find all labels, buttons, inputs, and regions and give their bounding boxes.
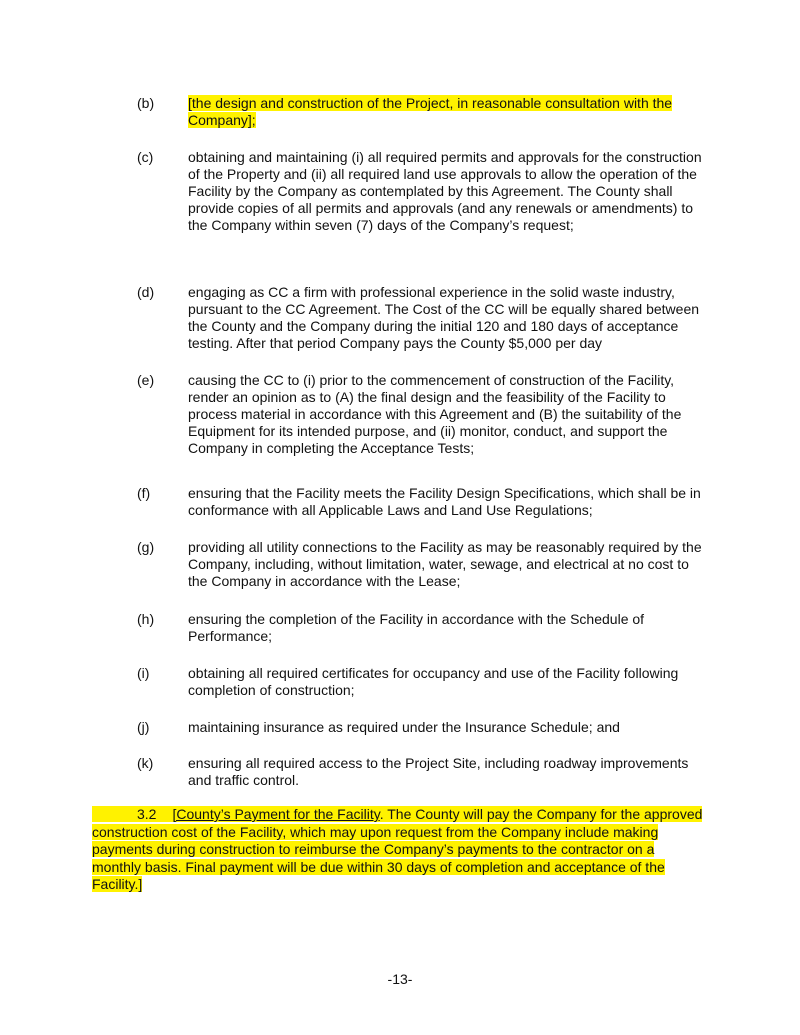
item-label: (h) [137,611,155,627]
item-text: providing all utility connections to the Facility as may be reasonably required by the Company, including, without limitation, water, sewage, and electrical at no cost to the Company in accordance with the Lease; [188,539,702,589]
item-label: (d) [137,284,155,300]
section-number: 3.2 [137,806,157,822]
section-highlight [92,806,702,892]
section-text: . The County will pay the Company for the approved construction cost of the Facility, which may upon request from the Company include making payments during construction to reimburse the Company’s payments to the contractor on a monthly basis. Final payment will be due within 30 days of completion and acceptance of the Facility.] [92,806,703,893]
section-3-2 [92,806,704,894]
item-text: engaging as CC a firm with professional experience in the solid waste industry, pursuant to the CC Agreement. The Cost of the CC will be equally shared between the County and the Company during the initial 120 and 180 days of acceptance testing. After that period Company pays the County $5,000 per day [188,284,700,351]
item-text: ensuring the completion of the Facility in accordance with the Schedule of Performance; [188,611,645,644]
item-text [188,95,708,129]
item-label: (i) [137,665,150,681]
item-text: obtaining and maintaining (i) all required permits and approvals for the construction of the Property and (ii) all required land use approvals to allow the operation of the Facility by the Company as contemplated by this Agreement. The County shall provide copies of all permits and approvals (and any renewals or amendments) to the Company within seven (7) days of the Company’s request; [188,149,702,233]
item-text: causing the CC to (i) prior to the commencement of construction of the Facility, render an opinion as to (A) the final design and the feasibility of the Facility to process material in accordance with this Agreement and (B) the suitability of the Equipment for its intended purpose, and (ii) monitor, conduct, and support the Company in completing the Acceptance Tests; [188,372,682,456]
item-text: maintaining insurance as required under the Insurance Schedule; and [188,719,620,735]
highlighted-text: [the design and construction of the Project, in reasonable consultation with the Company]; [188,95,673,128]
page-number: -13- [387,971,413,987]
item-label: (j) [137,719,150,735]
item-label: (e) [137,372,155,388]
item-label: (c) [137,149,154,165]
item-text: ensuring all required access to the Project Site, including roadway improvements and traffic control. [188,755,689,788]
item-label: (b) [137,95,155,111]
item-label: (f) [137,485,151,501]
item-label: (g) [137,539,155,555]
item-text: ensuring that the Facility meets the Facility Design Specifications, which shall be in conformance with all Applicable Laws and Land Use Regulations; [188,485,701,518]
item-text: obtaining all required certificates for occupancy and use of the Facility following completion of construction; [188,665,679,698]
item-label: (k) [137,755,154,771]
section-heading: [County’s Payment for the Facility [172,806,380,822]
